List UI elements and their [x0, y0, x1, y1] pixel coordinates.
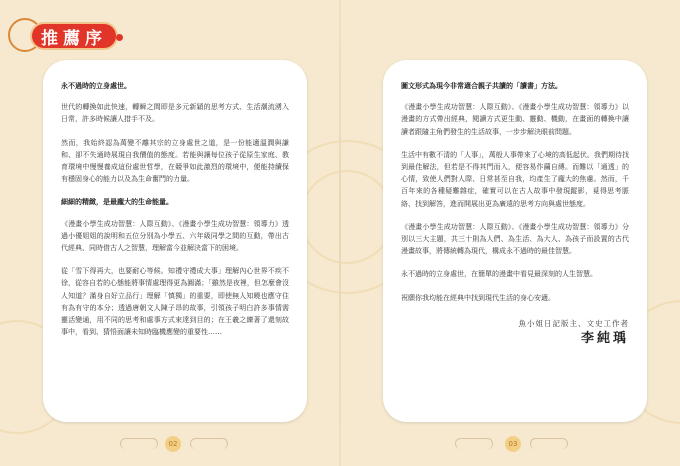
left-page-card [43, 60, 307, 422]
signature-name: 李純瑀 [580, 331, 629, 347]
page-title: 推薦序 [32, 24, 116, 48]
paragraph: 《漫畫小學生成功智慧：人際互動》、《漫畫小學生成功智慧：領導力》以漫畫的方式帶出經典，閱讀方式更生動、靈動、機動，在畫面的轉換中讓讀者跟隨主角們發生的生活故事，一步步解決眼前問題。 [401, 103, 629, 136]
paragraph: 世代的轉換如此快速，轉瞬之間即是多元新穎的思考方式、生活潮流湧入日常，許多時候讓人措手不及。 [61, 103, 289, 124]
cloud-ornament-icon [455, 438, 493, 449]
paragraph: 《漫畫小學生成功智慧：人際互動》、《漫畫小學生成功智慧：領導力》分別以三大主題，共三十則為人們、為生活、為大人、為孩子而設置的古代漫畫故事，將傳統轉為現代，構成永不過時的最佳智慧。 [401, 222, 629, 256]
cloud-ornament-icon [530, 438, 568, 449]
page-number-right: 03 [505, 436, 521, 452]
ornament-dot-icon [116, 34, 123, 41]
signature [401, 318, 629, 345]
bg-swirl [300, 170, 394, 264]
cloud-ornament-icon [190, 438, 228, 449]
paragraph: 從「雪下得再大，也要耐心等候。知禮守禮成大事」理解內心世界不疾不徐，從容自若的心態能將事情處理得更為圓滿；「雖然是夜裡，但怎麼會沒人知道？滿身自好立品行」理解「慎獨」的重要，即使無人知曉也應守住有為有守的本分；透過唐朝文人陳子昂的故事，引領孩子明白許多事情需靈活變通，用不同的思考和處事方式來達到目的；在王羲之練著了還刻故事中，看到、猜悟面讓未知時臨機應變的重要性…… [61, 267, 289, 337]
paragraph: 《漫畫小學生成功智慧：人際互動》、《漫畫小學生成功智慧：領導力》透過小優姐姐的說明和五位分別為小學五、六年級同學之間的互動，帶出古代經典、同時借古人之智慧，理解當今並解決當下的困境。 [61, 219, 289, 253]
page-number-left: 02 [165, 436, 181, 452]
page-gutter [339, 0, 341, 466]
paragraph: 生活中有數不清的「人事」，萬般人事帶來了心境的高低起伏。我們期待找到最佳解法，但若是不得其門而入，便容易作繭自縛。而難以「通透」的心情，致使人們對人際、日常甚至自我，均產生了龐大的焦慮。然而，千百年來的各種疑難雜症，確實可以在古人故事中發現蹤影，覓得思考脈絡、找到解答，進而開展出更為廣遠的思考方向與處世態度。 [401, 150, 629, 208]
paragraph: 永不過時的立身處世，在簡單的漫畫中看見最深刻的人生智慧。 [401, 270, 597, 279]
signature-role: 魚小姐日記版主、文史工作者 [518, 318, 629, 328]
paragraph: 細細的精緻，是最龐大的生命能量。 [61, 198, 173, 207]
paragraph: 然而，我始終認為萬變不離其宗的立身處世之道，是一份能適溫潤與謙和、卻不失通時展現自我價值的態度。若能與讓每位孩子從原生家庭、教育環境中慢慢養成這份處世哲學，在競爭如此激烈的環境中，便能持續保有穩固身心的能力以及為生命奮鬥的力量。 [61, 138, 289, 184]
paragraph: 永不過時的立身處世。 [61, 82, 131, 90]
paragraph: 祝願你我均能在經典中找到現代生活的身心安適。 [401, 293, 555, 302]
section-header [8, 12, 148, 52]
paragraph: 圖文形式為現今非常適合親子共讀的「讀書」方法。 [401, 82, 562, 90]
right-page-card [383, 60, 647, 422]
cloud-ornament-icon [120, 438, 158, 449]
